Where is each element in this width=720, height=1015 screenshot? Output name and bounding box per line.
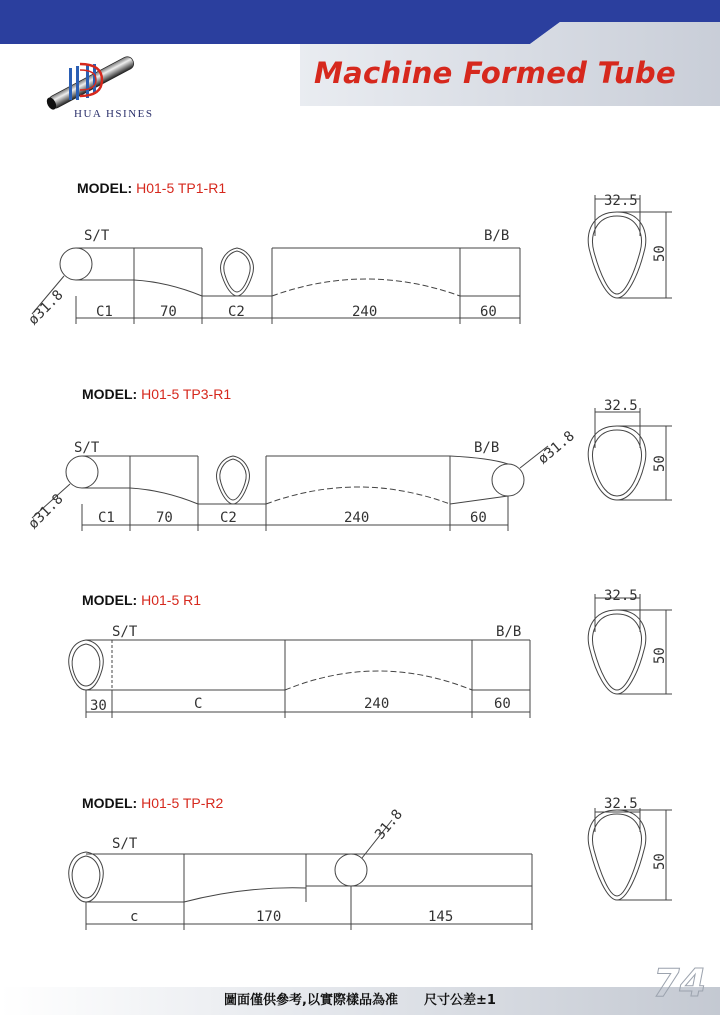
- diameter-label: ø31.8: [535, 428, 578, 468]
- dim-label: C: [194, 696, 203, 712]
- start-marker: S/T: [112, 836, 138, 852]
- start-marker: S/T: [112, 624, 138, 640]
- dim-label: C1: [96, 304, 113, 320]
- dim-label: c: [130, 909, 139, 925]
- brand-name: HUA HSINES: [74, 108, 154, 120]
- section-height-label: 50: [652, 245, 668, 262]
- end-marker: B/B: [474, 440, 500, 456]
- section-width-label: 32.5: [604, 193, 638, 209]
- model-code: H01-5 R1: [141, 592, 202, 608]
- diameter-label: ø31.8: [25, 491, 67, 533]
- model-prefix: MODEL:: [77, 180, 133, 196]
- section-width-label: 32.5: [604, 796, 638, 812]
- page-number: 74: [653, 961, 706, 1005]
- dim-label: 145: [428, 909, 454, 925]
- dim-label: 60: [470, 510, 487, 526]
- dim-label: 30: [90, 698, 107, 714]
- section-width-label: 32.5: [604, 588, 638, 604]
- model-prefix: MODEL:: [82, 592, 138, 608]
- section-height-label: 50: [652, 853, 668, 870]
- page-title: Machine Formed Tube: [314, 56, 676, 90]
- end-marker: B/B: [496, 624, 522, 640]
- footer-note: 圖面僅供參考,以實際樣品為准 尺寸公差±1: [224, 993, 496, 1008]
- end-marker: B/B: [484, 228, 510, 244]
- model-prefix: MODEL:: [82, 386, 138, 402]
- diameter-label: ø31.8: [25, 287, 67, 329]
- drawing-model-4: [69, 808, 672, 930]
- dim-label: 70: [156, 510, 173, 526]
- diameter-label: 31.8: [372, 806, 406, 843]
- dim-label: 240: [364, 696, 390, 712]
- model-code: H01-5 TP-R2: [141, 795, 224, 811]
- model-code: H01-5 TP1-R1: [136, 180, 227, 196]
- dim-label: C1: [98, 510, 115, 526]
- section-height-label: 50: [652, 647, 668, 664]
- start-marker: S/T: [74, 440, 100, 456]
- dim-label: 240: [352, 304, 378, 320]
- dim-label: C2: [228, 304, 245, 320]
- dim-label: C2: [220, 510, 237, 526]
- section-height-label: 50: [652, 455, 668, 472]
- start-marker: S/T: [84, 228, 110, 244]
- model-code: H01-5 TP3-R1: [141, 386, 232, 402]
- dim-label: 60: [480, 304, 497, 320]
- dim-label: 240: [344, 510, 370, 526]
- dim-label: 170: [256, 909, 282, 925]
- dim-label: 70: [160, 304, 177, 320]
- dim-label: 60: [494, 696, 511, 712]
- section-width-label: 32.5: [604, 398, 638, 414]
- model-prefix: MODEL:: [82, 795, 138, 811]
